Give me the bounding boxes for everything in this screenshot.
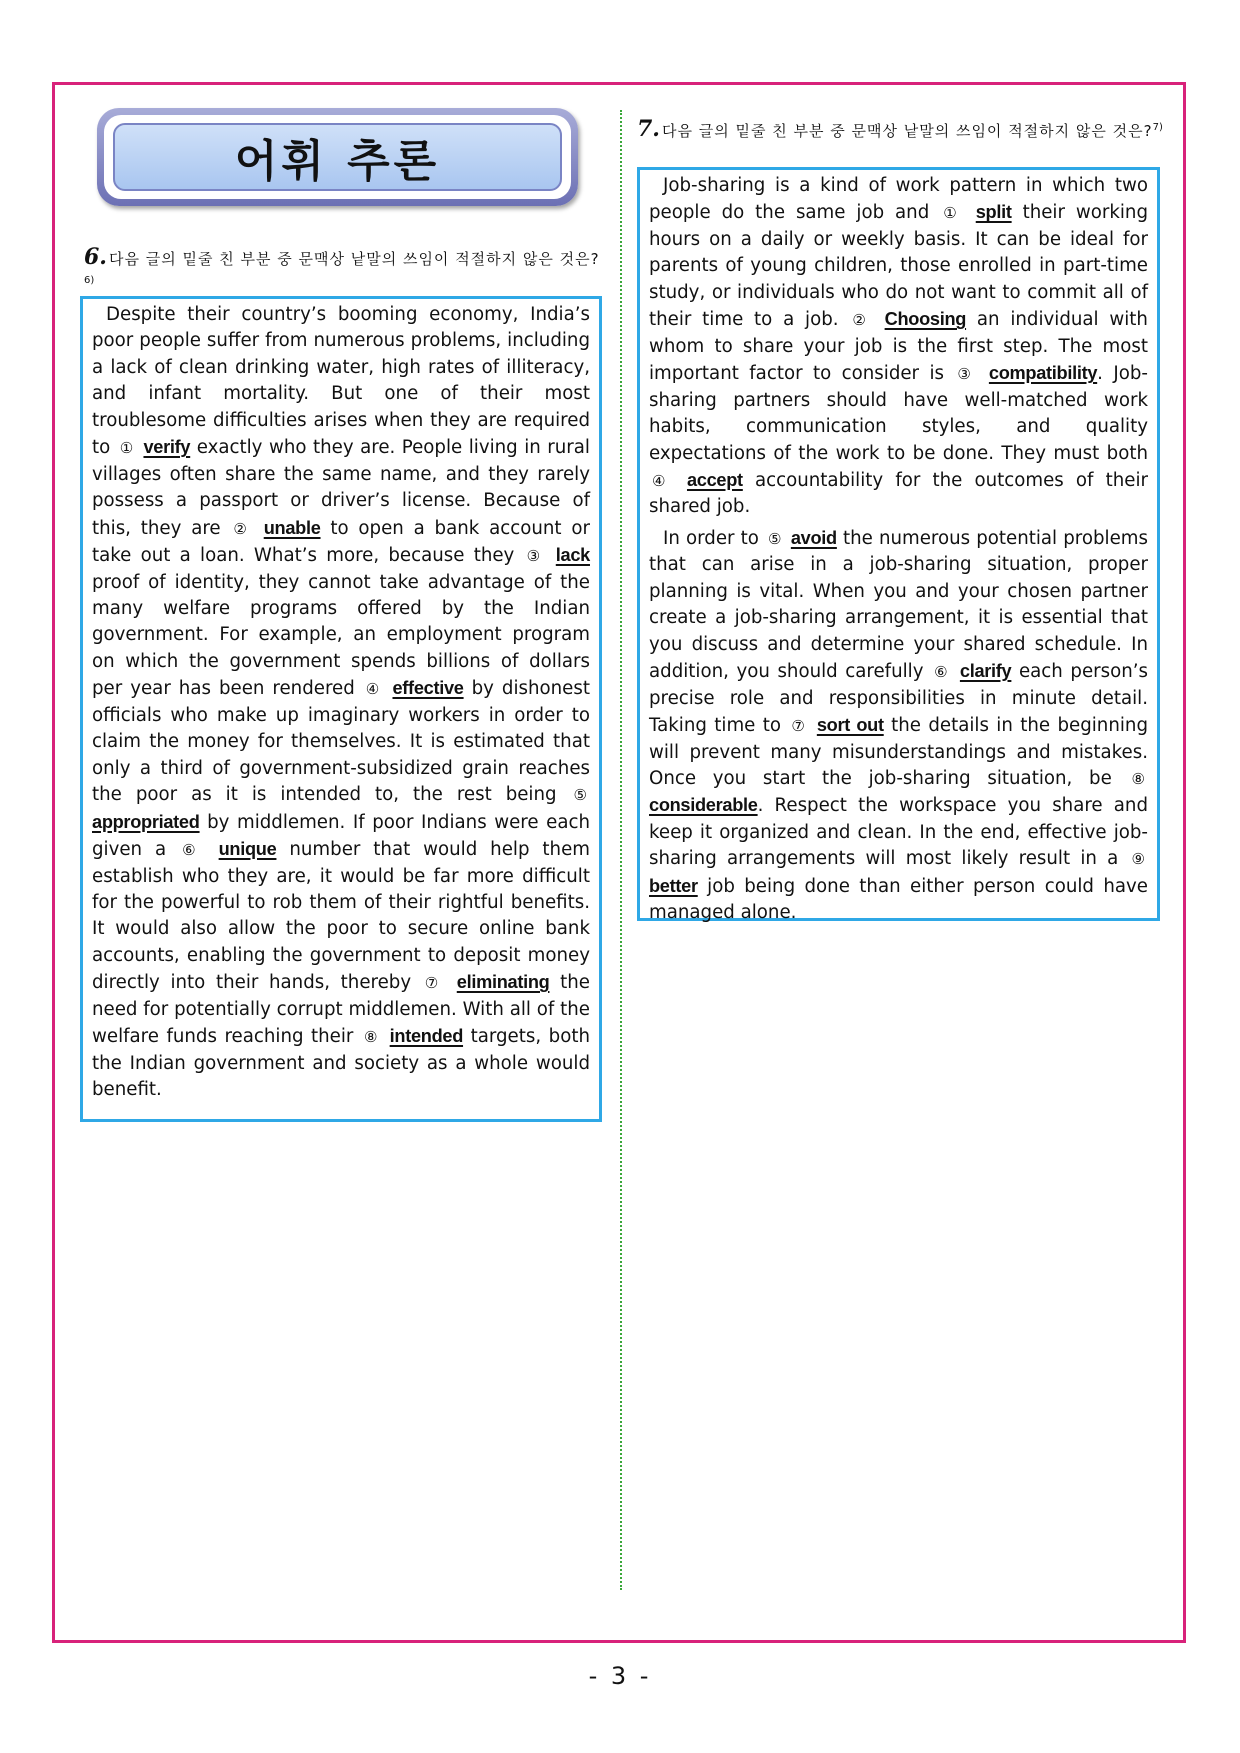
underlined-word-7: eliminating <box>456 972 550 993</box>
page-number: - 3 - <box>588 1662 652 1690</box>
underlined-word-1: split <box>975 202 1012 223</box>
question-7-prompt: 다음 글의 밑줄 친 부분 중 문맥상 낱말의 쓰임이 적절하지 않은 것은? <box>661 122 1153 140</box>
choice-marker-6: ⑥ <box>934 663 950 682</box>
choice-marker-5: ⑤ <box>767 529 782 548</box>
choice-marker-8: ⑧ <box>363 1028 380 1047</box>
underlined-word-5: appropriated <box>92 811 200 832</box>
underlined-word-2: Choosing <box>884 309 967 330</box>
column-divider <box>620 110 622 1590</box>
choice-marker-8: ⑧ <box>1131 769 1145 788</box>
underlined-word-8: intended <box>389 1026 464 1047</box>
section-title-badge <box>97 108 578 206</box>
underlined-word-7: sort out <box>816 715 884 736</box>
choice-marker-2: ② <box>233 519 251 538</box>
choice-marker-9: ⑨ <box>1131 850 1145 869</box>
choice-marker-7: ⑦ <box>424 974 444 993</box>
underlined-word-8: considerable <box>649 795 758 816</box>
underlined-word-3: lack <box>555 545 590 566</box>
question-7-passage <box>637 167 1160 924</box>
choice-marker-3: ③ <box>957 365 976 384</box>
underlined-word-6: unique <box>218 839 277 860</box>
question-6-header <box>84 246 604 295</box>
underlined-word-9: better <box>649 875 698 896</box>
choice-marker-1: ① <box>943 204 962 223</box>
underlined-word-4: accept <box>686 469 743 490</box>
choice-marker-2: ② <box>852 311 871 330</box>
underlined-word-5: avoid <box>790 527 837 548</box>
choice-marker-1: ① <box>119 439 134 458</box>
question-6-number: 6. <box>84 244 107 270</box>
question-7-number: 7. <box>637 116 660 142</box>
question-6-prompt: 다음 글의 밑줄 친 부분 중 문맥상 낱말의 쓰임이 적절하지 않은 것은? <box>108 250 600 268</box>
choice-marker-5: ⑤ <box>573 786 587 805</box>
underlined-word-2: unable <box>263 517 321 538</box>
question-6-passage <box>80 296 602 1122</box>
choice-marker-7: ⑦ <box>791 717 807 736</box>
question-7-paragraph-1: Job-sharing is a kind of work pattern in which two people do the same job and ① split their working hours on a daily or weekly basis. It can be ideal for parents of young children, those enrolled in part-time study, or individuals who do not want to commit all of their time to a job. ② Choosing an individual with whom to share your job is the first step. The most important factor to consider is ③ compatibility. Job-sharing partners should have well-matched work habits, communication styles, and quality expectations of the work to be done. They must both ④ accept accountability for the outcomes of their shared job. <box>649 175 1149 518</box>
choice-marker-3: ③ <box>526 547 544 566</box>
section-title: 어휘 추론 <box>234 136 441 187</box>
choice-marker-4: ④ <box>365 680 382 699</box>
underlined-word-3: compatibility <box>988 363 1098 384</box>
question-6-footnote: 6) <box>84 275 95 286</box>
underlined-word-4: effective <box>392 678 464 699</box>
question-7-header <box>637 117 1167 142</box>
choice-marker-6: ⑥ <box>182 841 203 860</box>
underlined-word-1: verify <box>143 437 191 458</box>
underlined-word-6: clarify <box>959 661 1012 682</box>
choice-marker-4: ④ <box>652 471 672 490</box>
question-7-footnote: 7) <box>1152 122 1163 133</box>
question-7-paragraph-2: In order to ⑤ avoid the numerous potential problems that can arise in a job-sharing situation, proper planning is vital. When you and your chosen partner create a job-sharing arrangement, it is essential that you discuss and determine your shared schedule. In addition, you should carefully ⑥ clarify each person’s precise role and responsibilities in minute detail. Taking time to ⑦ sort out the details in the beginning will prevent many misunderstandings and mistakes. Once you start the job-sharing situation, be ⑧ considerable. Respect the workspace you share and keep it organized and clean. In the end, effective job-sharing arrangements will most likely result in a ⑨ better job being done than either person could have managed alone. <box>649 527 1148 924</box>
question-6-paragraph: Despite their country’s booming economy, India’s poor people suffer from numerous problems, including a lack of clean drinking water, high rates of illiteracy, and infant mortality. But one of their most troublesome difficulties arises when they are required to ① verify exactly who they are. People living in rural villages often share the same name, and they rarely possess a passport or driver’s license. Because of this, they are ② unable to open a bank account or take out a loan. What’s more, because they ③ lack proof of identity, they cannot take advantage of the many welfare programs offered by the Indian government. For example, an employment program on which the government spends billions of dollars per year has been rendered ④ effective by dishonest officials who make up imaginary workers in order to claim the money for themselves. It is estimated that only a third of government-subsidized grain reaches the poor as it is intended to, the rest being ⑤ appropriated by middlemen. If poor Indians were each given a ⑥ unique number that would help them establish who they are, it would be far more difficult for the powerful to rob them of their rightful benefits. It would also allow the poor to secure online bank accounts, enabling the government to deposit money directly into their hands, thereby ⑦ eliminating the need for potentially corrupt middlemen. With all of the welfare funds reaching their ⑧ intended targets, both the Indian government and society as a whole would benefit. <box>92 304 590 1101</box>
